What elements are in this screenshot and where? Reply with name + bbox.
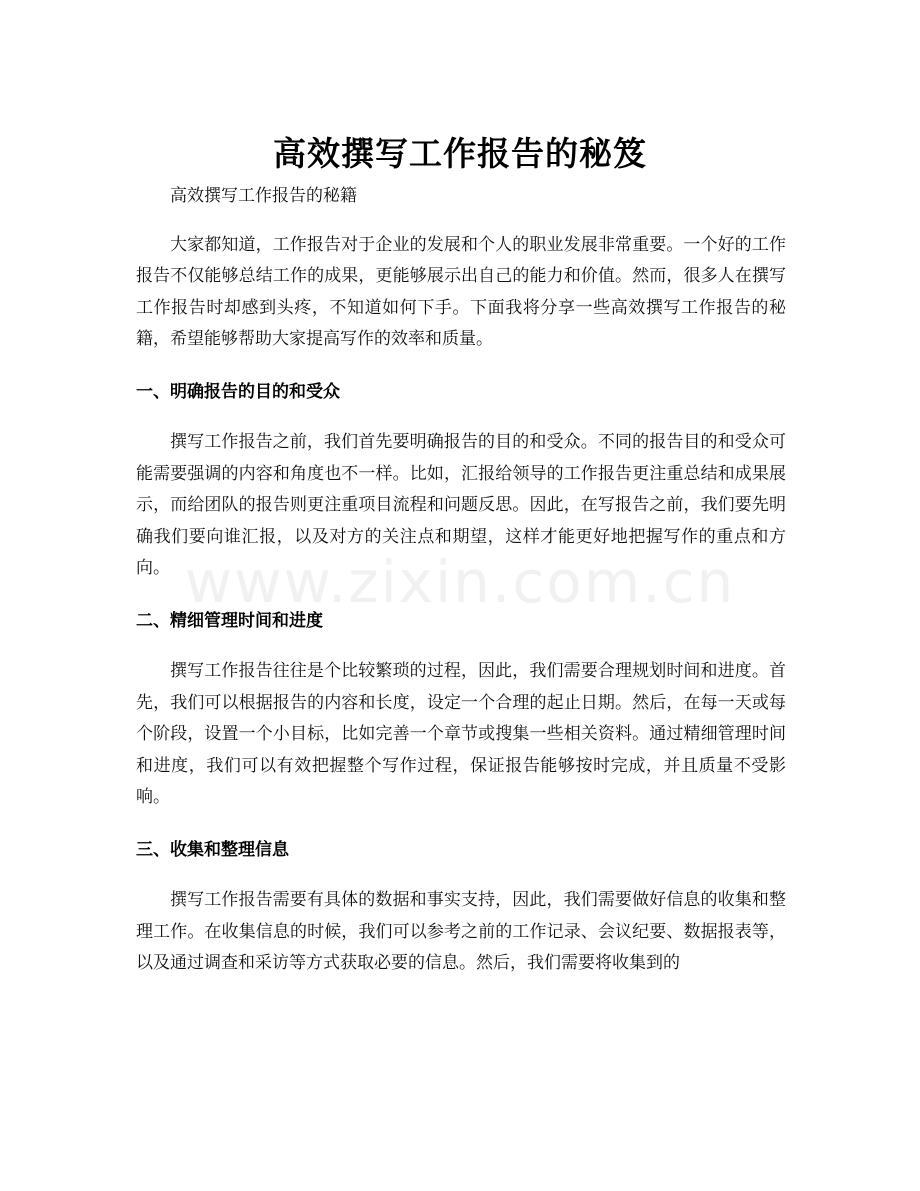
section-paragraph: 撰写工作报告需要有具体的数据和事实支持，因此，我们需要做好信息的收集和整理工作。在收集信息的时候，我们可以参考之前的工作记录、会议纪要、数据报表等，以及通过调查和采访等方式获取必要的信息。然后，我们需要将收集到的 [136, 890, 786, 973]
section-heading: 一、明确报告的目的和受众 [136, 381, 340, 402]
section-heading: 二、精细管理时间和进度 [136, 610, 323, 631]
section-goal-audience [136, 377, 786, 585]
section-paragraph: 撰写工作报告往往是个比较繁琐的过程，因此，我们需要合理规划时间和进度。首先，我们可以根据报告的内容和长度，设定一个合理的起止日期。然后，在每一天或每个阶段，设置一个小目标，比如完善一个章节或搜集一些相关资料。通过精细管理时间和进度，我们可以有效把握整个写作过程，保证报告能够按时完成，并且质量不受影响。 [136, 661, 786, 807]
section-heading: 三、收集和整理信息 [136, 839, 289, 860]
page-title: 高效撰写工作报告的秘笈 [273, 134, 647, 174]
subtitle-paragraph: 高效撰写工作报告的秘籍 [170, 186, 357, 206]
section-collect-info [136, 835, 786, 980]
watermark: www.zixin.com.cn [184, 548, 736, 616]
section-paragraph: 撰写工作报告之前，我们首先要明确报告的目的和受众。不同的报告目的和受众可能需要强调的内容和角度也不一样。比如，汇报给领导的工作报告更注重总结和成果展示，而给团队的报告则更注重项目流程和问题反思。因此，在写报告之前，我们要先明确我们要向谁汇报，以及对方的关注点和期望，这样才能更好地把握写作的重点和方向。 [136, 432, 786, 578]
intro-paragraph: 大家都知道，工作报告对于企业的发展和个人的职业发展非常重要。一个好的工作报告不仅能够总结工作的成果，更能够展示出自己的能力和价值。然而，很多人在撰写工作报告时却感到头疼，不知道如何下手。下面我将分享一些高效撰写工作报告的秘籍，希望能够帮助大家提高写作的效率和质量。 [136, 234, 786, 349]
section-time-progress [136, 606, 786, 814]
document-body [136, 181, 786, 1001]
